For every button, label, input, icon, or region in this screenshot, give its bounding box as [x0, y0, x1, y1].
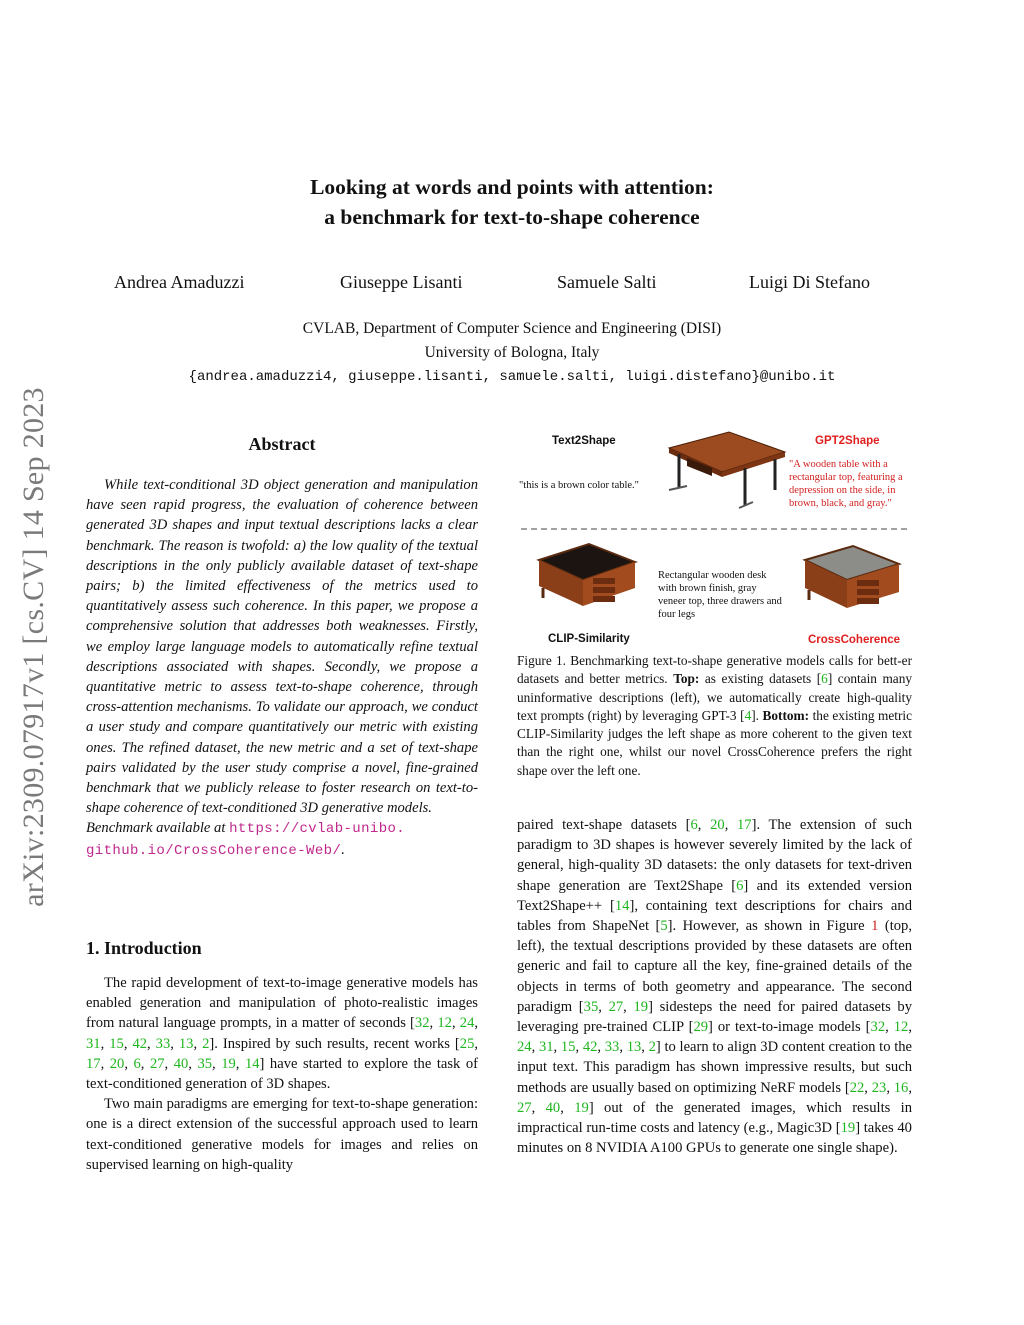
- label-clip-similarity: CLIP-Similarity: [548, 633, 630, 645]
- citation-link[interactable]: 5: [660, 918, 668, 935]
- citation-link[interactable]: 31: [538, 1039, 554, 1056]
- arxiv-id: arXiv:2309.07917v1 [cs.CV] 14 Sep 2023: [17, 387, 50, 907]
- affiliation-line-1: CVLAB, Department of Computer Science and Engineering (DISI): [302, 320, 722, 337]
- citation-link[interactable]: 31: [86, 1035, 101, 1052]
- col2-text-h: ] or text-to-image models [: [708, 1019, 871, 1036]
- caption-text-3: ] contain many uninformative descriptions (left), we automatically create high-quality text prompts (right) by leveraging GPT-3 [: [517, 671, 913, 723]
- citation-link[interactable]: 19: [574, 1099, 589, 1116]
- citation-link[interactable]: 6: [736, 877, 744, 894]
- label-gpt2shape: GPT2Shape: [815, 435, 880, 447]
- benchmark-link-part-2[interactable]: github.io/CrossCoherence-Web/: [86, 842, 342, 859]
- citation-link[interactable]: 23: [871, 1079, 887, 1096]
- citation-link[interactable]: 6: [821, 671, 828, 687]
- citation-link[interactable]: 42: [132, 1035, 148, 1052]
- citation-link[interactable]: 35: [197, 1055, 213, 1072]
- citation-link[interactable]: 35: [583, 998, 599, 1015]
- citation-link[interactable]: 40: [173, 1055, 189, 1072]
- intro-p1-text-c: ] have started to explore the task of text-conditioned generation of 3D shapes.: [86, 1055, 479, 1093]
- citation-link[interactable]: 32: [870, 1019, 886, 1036]
- col2-text-i: ] to learn to align 3D content creation to the input text. This paradigm has shown impressive results, but such methods are usually based on optimizing NeRF models [: [517, 1039, 913, 1096]
- figure-1: [517, 430, 912, 650]
- label-crosscoherence: CrossCoherence: [808, 634, 901, 646]
- citation-link[interactable]: 19: [221, 1055, 236, 1072]
- paper-title-line-1: Looking at words and points with attention:: [310, 175, 714, 199]
- benchmark-link-part-1[interactable]: https://cvlab-unibo.: [229, 821, 406, 838]
- citation-link[interactable]: 13: [178, 1035, 194, 1052]
- citation-link[interactable]: 27: [517, 1099, 532, 1116]
- bottom-prompt: Rectangular wooden desk with brown finish, gray veneer top, three drawers and four legs: [658, 570, 782, 620]
- figure-link[interactable]: 1: [871, 918, 879, 935]
- intro-paragraph-1: [86, 973, 478, 1094]
- citation-group-i: 22, 23, 16, 27, 40, 19: [517, 1079, 912, 1116]
- abstract-body: [86, 475, 478, 861]
- col2-text-g: ] sidesteps the need for paired datasets by leveraging pre-trained CLIP [: [517, 998, 913, 1036]
- citation-group-1: 32, 12, 24, 31, 15, 42, 33, 13, 2: [86, 1015, 479, 1052]
- caption-text-1: Figure 1. Benchmarking text-to-shape generative models calls for bett-er datasets and better metrics.: [517, 653, 912, 687]
- intro-p1-text-b: ]. Inspired by such results, recent works [: [209, 1035, 460, 1052]
- citation-link[interactable]: 15: [560, 1039, 576, 1056]
- paper-title-line-2: a benchmark for text-to-shape coherence: [324, 205, 700, 229]
- citation-link[interactable]: 33: [155, 1035, 171, 1052]
- desk-black-top-icon: [539, 544, 635, 606]
- citation-link[interactable]: 40: [545, 1099, 561, 1116]
- caption-top-label: Top:: [673, 671, 700, 687]
- caption-bottom-label: Bottom:: [762, 707, 810, 723]
- citation-link[interactable]: 6: [690, 817, 698, 833]
- col2-text-f: (top, left), the textual descriptions provided by these datasets are often generic and fail to capture all the key, fine-grained details of the objects in terms of both geometry and appearance. The second paradigm [: [517, 918, 912, 1015]
- introduction-column-1: [86, 973, 478, 1175]
- desk-gray-top-icon: [805, 546, 899, 608]
- citation-link[interactable]: 29: [693, 1019, 709, 1036]
- citation-link[interactable]: 19: [633, 998, 649, 1015]
- col2-text-k: ] takes 40 minutes on 8 NVIDIA A100 GPUs to generate one single shape).: [517, 1120, 912, 1157]
- citation-link[interactable]: 24: [517, 1039, 532, 1056]
- abstract-paragraph: While text-conditional 3D object generation and manipulation have seen rapid progress, the evaluation of coherence between generated 3D shapes and input textual descriptions lacks a clear benchmark. The reason is twofold: a) the low quality of the textual descriptions in the only publicly available dataset of text-shape pairs; b) the limited effectiveness of the metrics used to quantitatively assess such coherence. In this paper, we propose a comprehensive solution that addresses both weaknesses. Firstly, we employ large language models to automatically refine textual descriptions associated with shapes. Secondly, we propose a quantitative metric to assess text-to-shape coherence, through cross-attention mechanisms. To validate our approach, we conduct a user study and compare quantitatively our metric with existing ones. The refined dataset, the new metric and a set of text-shape pairs validated by the user study comprise a novel, fine-grained benchmark that we publicly release to foster research on text-to-shape coherence of text-conditioned 3D generative models.: [86, 477, 478, 817]
- citation-group-h: 32, 12, 24, 31, 15, 42, 33, 13, 2: [517, 1019, 912, 1056]
- introduction-column-2: [517, 815, 912, 1158]
- col2-text-e: ]. However, as shown in Figure: [667, 918, 872, 935]
- citation-link[interactable]: 20: [109, 1055, 125, 1072]
- text2shape-prompt: "this is a brown color table.": [519, 480, 639, 491]
- citation-link[interactable]: 16: [893, 1079, 909, 1096]
- citation-link[interactable]: 22: [849, 1079, 865, 1096]
- col2-text-a: paired text-shape datasets [: [517, 817, 691, 833]
- benchmark-suffix: .: [341, 841, 345, 858]
- arxiv-sidebar-stamp: [8, 352, 60, 942]
- citation-link[interactable]: 42: [582, 1039, 598, 1056]
- citation-link[interactable]: 19: [840, 1120, 856, 1137]
- citation-link[interactable]: 2: [648, 1039, 656, 1056]
- citation-link[interactable]: 12: [893, 1019, 909, 1036]
- col2-text-j: ] out of the generated images, which results in impractical run-time costs and latency (e.g., Magic3D [: [517, 1099, 913, 1137]
- citation-group-f: 35, 27, 19: [583, 998, 649, 1015]
- citation-link[interactable]: 15: [109, 1035, 124, 1052]
- introduction-heading: 1. Introduction: [86, 938, 202, 958]
- desk-top-shape-icon: [669, 432, 785, 508]
- benchmark-prefix: Benchmark available at: [86, 820, 226, 837]
- gpt2shape-prompt: "A wooden table with a rectangular top, featuring a depression on the side, in brown, black, and gray.": [789, 459, 903, 509]
- citation-link[interactable]: 32: [414, 1015, 430, 1032]
- citation-link[interactable]: 4: [744, 707, 752, 723]
- caption-text-5: the existing metric CLIP-Similarity judges the left shape as more coherent to the given text than the right one, whilst our novel CrossCoherence prefers the right shape over the left one.: [517, 707, 913, 778]
- caption-text-2: as existing datasets [: [704, 671, 822, 687]
- figure-1-caption: [517, 652, 912, 780]
- author-emails: {andrea.amaduzzi4, giuseppe.lisanti, samuele.salti, luigi.distefano}@unibo.it: [188, 369, 836, 385]
- citation-link[interactable]: 13: [626, 1039, 642, 1056]
- citation-group-2: 25, 17, 20, 6, 27, 40, 35, 19, 14: [86, 1035, 479, 1072]
- col2-text-c: ] and its extended version Text2Shape++ [: [517, 877, 912, 914]
- citation-link[interactable]: 17: [86, 1055, 101, 1072]
- author-3: Samuele Salti: [557, 272, 657, 292]
- intro-p1-text-a: The rapid development of text-to-image generative models has enabled generation and manipulation of photo-realistic images from natural language prompts, in a matter of seconds [: [86, 975, 478, 1032]
- citation-link[interactable]: 14: [244, 1055, 260, 1072]
- citation-link[interactable]: 27: [608, 998, 624, 1015]
- citation-link[interactable]: 2: [202, 1035, 210, 1052]
- author-4: Luigi Di Stefano: [749, 272, 870, 292]
- citation-link[interactable]: 14: [614, 897, 630, 914]
- citation-link[interactable]: 25: [459, 1035, 475, 1052]
- citation-group-a: 6, 20, 17: [690, 817, 752, 833]
- intro-paragraph-2: Two main paradigms are emerging for text-to-shape generation: one is a direct extension of the successful approach used to learn text-conditioned generative models for images and relies on supervised learning on high-quality: [86, 1096, 478, 1173]
- benchmark-line: [86, 818, 478, 860]
- col2-text-b: ]. The extension of such paradigm to 3D shapes is however severely limited by the lack of general, high-quality 3D datasets: the only datasets for text-driven shape generation are Text2Shape [: [517, 817, 913, 894]
- citation-link[interactable]: 17: [737, 817, 752, 833]
- abstract-heading: Abstract: [248, 434, 316, 454]
- caption-text-4: ].: [751, 707, 759, 723]
- citation-link[interactable]: 12: [437, 1015, 452, 1032]
- affiliation-line-2: University of Bologna, Italy: [424, 344, 600, 361]
- citation-link[interactable]: 20: [710, 817, 725, 833]
- author-1: Andrea Amaduzzi: [114, 272, 245, 292]
- col2-text-d: ], containing text descriptions for chairs and tables from ShapeNet [: [517, 897, 913, 935]
- citation-link[interactable]: 27: [149, 1055, 165, 1072]
- col2-paragraph: [517, 815, 912, 1158]
- author-2: Giuseppe Lisanti: [340, 272, 463, 292]
- citation-link[interactable]: 33: [604, 1039, 620, 1056]
- citation-link[interactable]: 6: [133, 1055, 141, 1072]
- label-text2shape: Text2Shape: [552, 435, 616, 447]
- citation-link[interactable]: 24: [459, 1015, 475, 1032]
